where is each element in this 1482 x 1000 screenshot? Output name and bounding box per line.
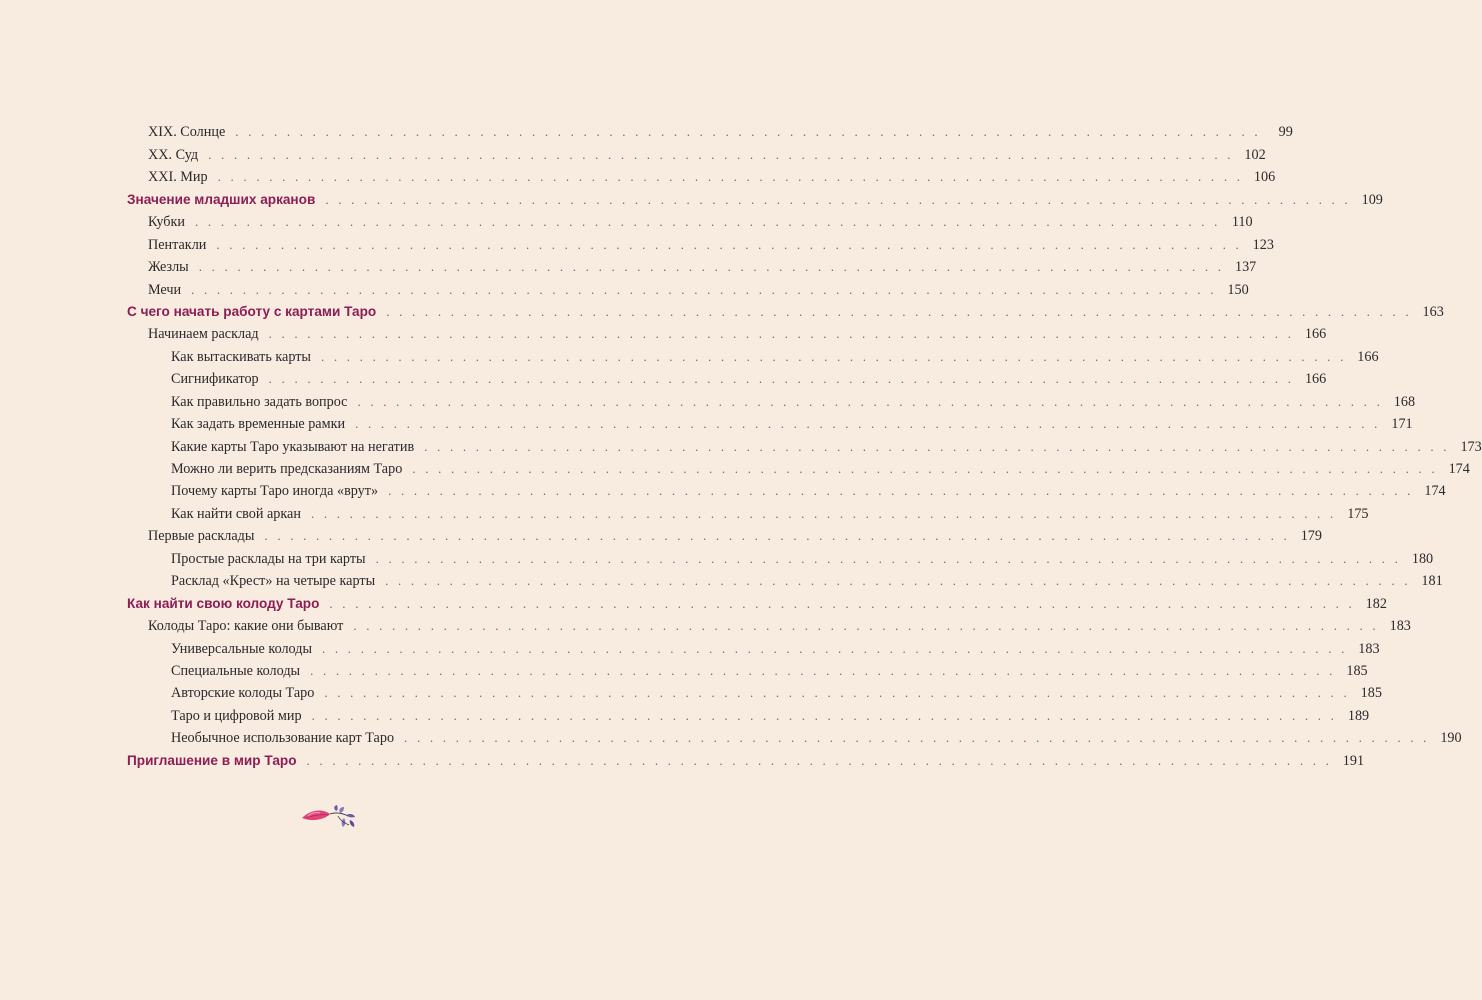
toc-entry-title: Начинаем расклад	[148, 326, 259, 343]
toc-entry-title: Можно ли верить предсказаниям Таро	[171, 461, 403, 477]
dot-leader: . . . . . . . . . . . . . . . . . . . . . . . . . . . . . . . . . . . . . . . . . . . . . . . . . . . . . . . . . . . . . . . . . . . . . . . . . . . . . . . .	[235, 124, 1261, 140]
toc-entry[interactable]	[127, 343, 1379, 365]
toc-entry-title: Как вытаскивать карты	[171, 348, 311, 365]
dot-leader: . . . . . . . . . . . . . . . . . . . . . . . . . . . . . . . . . . . . . . . . . . . . . . . . . . . . . . . . . . . . . . . . . . . . . . . . . . . . . . . .	[216, 236, 1242, 252]
toc-entry-title: XX. Суд	[148, 146, 199, 163]
dot-leader: . . . . . . . . . . . . . . . . . . . . . . . . . . . . . . . . . . . . . . . . . . . . . . . . . . . . . . . . . . . . . . . . . . . . . . . . . . . . . . . .	[355, 416, 1381, 432]
dot-leader: . . . . . . . . . . . . . . . . . . . . . . . . . . . . . . . . . . . . . . . . . . . . . . . . . . . . . . . . . . . . . . . . . . . . . . . . . . . . . . . .	[208, 146, 1234, 162]
toc-entry[interactable]	[127, 254, 1257, 276]
toc-entry-title: Колоды Таро: какие они бывают	[148, 618, 344, 635]
page-number: 123	[1252, 236, 1274, 253]
page-number: 182	[1365, 595, 1387, 612]
page-number: 99	[1278, 124, 1293, 141]
dot-leader: . . . . . . . . . . . . . . . . . . . . . . . . . . . . . . . . . . . . . . . . . . . . . . . . . . . . . . . . . . . . . . . . . . . . . . . . . . . . . . . .	[424, 438, 1450, 454]
dot-leader: . . . . . . . . . . . . . . . . . . . . . . . . . . . . . . . . . . . . . . . . . . . . . . . . . . . . . . . . . . . . . . . . . . . . . . . . . . . . . . . .	[268, 326, 1295, 342]
page-number: 183	[1389, 618, 1411, 635]
toc-entry[interactable]	[127, 276, 1249, 298]
page-number: 102	[1244, 146, 1266, 163]
dot-leader: . . . . . . . . . . . . . . . . . . . . . . . . . . . . . . . . . . . . . . . . . . . . . . . . . . . . . . . . . . . . . . . . . . . . . . . . . . . . . . . .	[198, 259, 1225, 275]
dot-leader: . . . . . . . . . . . . . . . . . . . . . . . . . . . . . . . . . . . . . . . . . . . . . . . . . . . . . . . . . . . . . . . . . . . . . . . . . . . . . . . .	[268, 371, 1295, 387]
toc-entry[interactable]	[127, 231, 1274, 253]
toc-entry-title: Мечи	[148, 281, 182, 298]
dot-leader: . . . . . . . . . . . . . . . . . . . . . . . . . . . . . . . . . . . . . . . . . . . . . . . . . . . . . . . . . . . . . . . . . . . . . . . . . . . . . . . .	[310, 662, 1336, 678]
page-number: 171	[1391, 416, 1413, 433]
dot-leader: . . . . . . . . . . . . . . . . . . . . . . . . . . . . . . . . . . . . . . . . . . . . . . . . . . . . . . . . . . . . . . . . . . . . . . . . . . . . . . . .	[353, 618, 1379, 634]
dot-leader: . . . . . . . . . . . . . . . . . . . . . . . . . . . . . . . . . . . . . . . . . . . . . . . . . . . . . . . . . . . . . . . . . . . . . . . . . . . . . . . .	[310, 505, 1337, 521]
page-number: 189	[1347, 707, 1370, 724]
toc-section-title: Как найти свою колоду Таро	[127, 595, 320, 611]
page-number: 190	[1440, 730, 1462, 747]
page-number: 185	[1360, 685, 1382, 702]
page-number: 174	[1424, 483, 1446, 500]
dot-leader: . . . . . . . . . . . . . . . . . . . . . . . . . . . . . . . . . . . . . . . . . . . . . . . . . . . . . . . . . . . . . . . . . . . . . . . . . . . . . . . .	[191, 281, 1217, 297]
toc-entry-title: Расклад «Крест» на четыре карты	[171, 573, 376, 590]
toc-entry[interactable]	[127, 388, 1416, 410]
dot-leader: . . . . . . . . . . . . . . . . . . . . . . . . . . . . . . . . . . . . . . . . . . . . . . . . . . . . . . . . . . . . . . . . . . . . . . . . . . . . . . . .	[385, 573, 1411, 589]
toc-entry-title: Пентакли	[148, 236, 207, 253]
dot-leader: . . . . . . . . . . . . . . . . . . . . . . . . . . . . . . . . . . . . . . . . . . . . . . . . . . . . . . . . . . . . . . . . . . . . . . . . . . . . . . . .	[325, 191, 1351, 207]
toc-entry-title: Какие карты Таро указывают на негатив	[171, 438, 415, 455]
page-number: 166	[1357, 348, 1379, 365]
page-number: 181	[1421, 573, 1443, 590]
toc-entry-title: Сигнификатор	[171, 371, 259, 388]
toc-entry[interactable]	[127, 725, 1462, 747]
toc-entry[interactable]	[127, 500, 1369, 522]
page-number: 106	[1253, 169, 1276, 186]
toc-entry[interactable]	[127, 411, 1413, 433]
toc-entry[interactable]	[127, 186, 1383, 208]
toc-entry-title: Первые расклады	[148, 528, 255, 545]
toc-entry-title: Универсальные колоды	[171, 640, 312, 657]
dot-leader: . . . . . . . . . . . . . . . . . . . . . . . . . . . . . . . . . . . . . . . . . . . . . . . . . . . . . . . . . . . . . . . . . . . . . . . . . . . . . . . .	[357, 393, 1384, 409]
page-number: 179	[1300, 528, 1322, 545]
page-number: 166	[1304, 326, 1327, 343]
toc-entry-title: Как задать временные рамки	[171, 416, 346, 433]
page-number: 110	[1231, 214, 1253, 231]
toc-entry[interactable]	[127, 456, 1470, 478]
toc-entry[interactable]	[127, 209, 1253, 231]
toc-entry[interactable]	[127, 635, 1380, 657]
dot-leader: . . . . . . . . . . . . . . . . . . . . . . . . . . . . . . . . . . . . . . . . . . . . . . . . . . . . . . . . . . . . . . . . . . . . . . . . . . . . . . . .	[375, 550, 1402, 566]
toc-entry-title: Специальные колоды	[171, 662, 301, 679]
dot-leader: . . . . . . . . . . . . . . . . . . . . . . . . . . . . . . . . . . . . . . . . . . . . . . . . . . . . . . . . . . . . . . . . . . . . . . . . . . . . . . . .	[311, 707, 1338, 723]
page-number: 175	[1347, 505, 1369, 522]
page-number: 183	[1358, 640, 1380, 657]
toc-entry-title: XXI. Мир	[148, 169, 208, 186]
toc-entry-title: Авторские колоды Таро	[171, 685, 315, 702]
toc-entry[interactable]	[127, 568, 1443, 590]
toc-entry[interactable]	[127, 545, 1434, 567]
page-number: 163	[1422, 303, 1444, 320]
toc-entry-title: Кубки	[148, 214, 186, 231]
dot-leader: . . . . . . . . . . . . . . . . . . . . . . . . . . . . . . . . . . . . . . . . . . . . . . . . . . . . . . . . . . . . . . . . . . . . . . . . . . . . . . . .	[195, 214, 1221, 230]
page-number: 150	[1227, 281, 1249, 298]
toc-entry[interactable]	[127, 658, 1368, 680]
toc-entry-title: Жезлы	[148, 259, 189, 276]
page-number: 180	[1411, 550, 1434, 567]
toc-entry[interactable]	[127, 141, 1266, 163]
dot-leader: . . . . . . . . . . . . . . . . . . . . . . . . . . . . . . . . . . . . . . . . . . . . . . . . . . . . . . . . . . . . . . . . . . . . . . . . . . . . . . . .	[306, 752, 1333, 768]
page-number: 137	[1234, 259, 1257, 276]
toc-entry[interactable]	[127, 523, 1322, 545]
toc-entry[interactable]	[127, 119, 1293, 141]
toc-entry-title: Таро и цифровой мир	[171, 707, 302, 724]
dot-leader: . . . . . . . . . . . . . . . . . . . . . . . . . . . . . . . . . . . . . . . . . . . . . . . . . . . . . . . . . . . . . . . . . . . . . . . . . . . . . . . .	[324, 685, 1350, 701]
toc-entry-title: Как найти свой аркан	[171, 505, 301, 522]
dot-leader: . . . . . . . . . . . . . . . . . . . . . . . . . . . . . . . . . . . . . . . . . . . . . . . . . . . . . . . . . . . . . . . . . . . . . . . . . . . . . . . .	[217, 169, 1244, 185]
toc-entry-title: Простые расклады на три карты	[171, 550, 366, 567]
page-number: 173	[1460, 438, 1482, 455]
dot-leader: . . . . . . . . . . . . . . . . . . . . . . . . . . . . . . . . . . . . . . . . . . . . . . . . . . . . . . . . . . . . . . . . . . . . . . . . . . . . . . . .	[322, 640, 1348, 656]
page-number: 166	[1304, 371, 1327, 388]
toc-entry[interactable]	[127, 590, 1387, 612]
dot-leader: . . . . . . . . . . . . . . . . . . . . . . . . . . . . . . . . . . . . . . . . . . . . . . . . . . . . . . . . . . . . . . . . . . . . . . . . . . . . . . . .	[404, 730, 1430, 746]
page-number: 174	[1448, 461, 1470, 477]
toc-entry[interactable]	[127, 299, 1444, 321]
dot-leader: . . . . . . . . . . . . . . . . . . . . . . . . . . . . . . . . . . . . . . . . . . . . . . . . . . . . . . . . . . . . . . . . . . . . . . . . . . . . . . . .	[329, 595, 1355, 611]
table-of-contents	[127, 119, 1482, 770]
toc-section-title: Значение младших арканов	[127, 191, 316, 207]
dot-leader: . . . . . . . . . . . . . . . . . . . . . . . . . . . . . . . . . . . . . . . . . . . . . . . . . . . . . . . . . . . . . . . . . . . . . . . . . . . . . . . .	[264, 528, 1290, 544]
toc-entry[interactable]	[127, 321, 1327, 343]
toc-entry[interactable]	[127, 680, 1382, 702]
toc-section-title: С чего начать работу с картами Таро	[127, 303, 377, 319]
page-number: 191	[1342, 752, 1365, 769]
page-number: 185	[1346, 662, 1368, 679]
page-number: 168	[1393, 393, 1416, 410]
toc-entry-title: XIX. Солнце	[148, 124, 226, 141]
dot-leader: . . . . . . . . . . . . . . . . . . . . . . . . . . . . . . . . . . . . . . . . . . . . . . . . . . . . . . . . . . . . . . . . . . . . . . . . . . . . . . . .	[388, 483, 1414, 499]
toc-entry[interactable]	[127, 164, 1276, 186]
toc-entry[interactable]	[127, 613, 1411, 635]
toc-entry[interactable]	[127, 433, 1482, 455]
page-number: 109	[1361, 191, 1383, 208]
toc-entry[interactable]	[127, 478, 1446, 500]
dot-leader: . . . . . . . . . . . . . . . . . . . . . . . . . . . . . . . . . . . . . . . . . . . . . . . . . . . . . . . . . . . . . . . . . . . . . . . . . . . . . . . .	[386, 303, 1412, 319]
toc-entry[interactable]	[127, 702, 1370, 724]
toc-entry-title: Необычное использование карт Таро	[171, 730, 395, 747]
toc-section-title: Приглашение в мир Таро	[127, 752, 297, 768]
toc-entry[interactable]	[127, 747, 1365, 769]
dot-leader: . . . . . . . . . . . . . . . . . . . . . . . . . . . . . . . . . . . . . . . . . . . . . . . . . . . . . . . . . . . . . . . . . . . . . . . . . . . . . . . .	[320, 348, 1347, 364]
toc-entry-title: Как правильно задать вопрос	[171, 393, 348, 410]
toc-entry-title: Почему карты Таро иногда «врут»	[171, 483, 379, 500]
dot-leader: . . . . . . . . . . . . . . . . . . . . . . . . . . . . . . . . . . . . . . . . . . . . . . . . . . . . . . . . . . . . . . . . . . . . . . . . . . . . . . . .	[412, 461, 1438, 476]
toc-entry[interactable]	[127, 366, 1327, 388]
floral-ornament-icon	[300, 804, 364, 832]
